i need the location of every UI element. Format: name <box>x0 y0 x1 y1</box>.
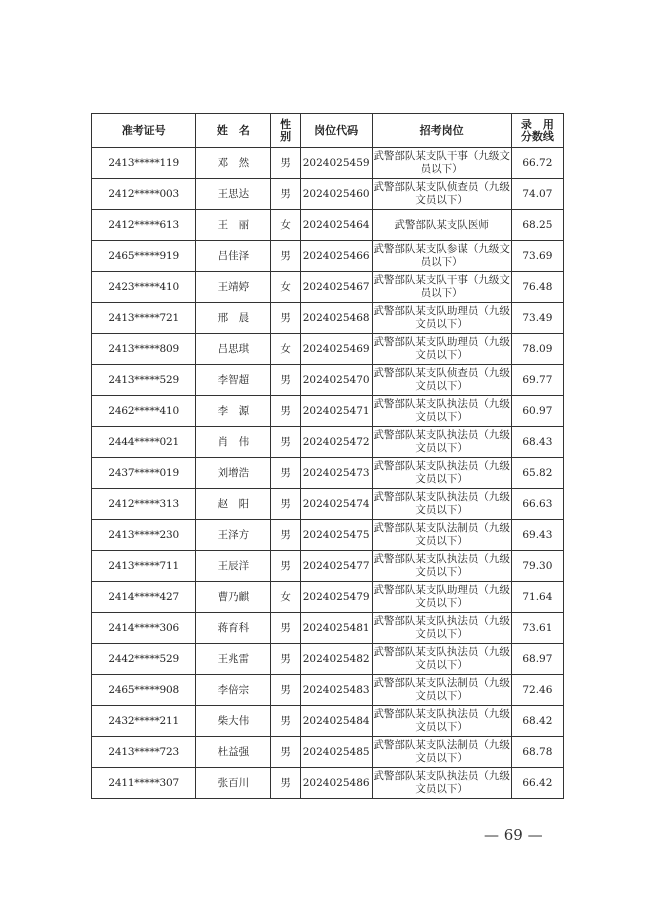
cell-exam-id: 2413*****809 <box>92 334 196 365</box>
cell-post-code: 2024025484 <box>300 706 372 737</box>
cell-post-code: 2024025477 <box>300 551 372 582</box>
cell-score: 79.30 <box>511 551 563 582</box>
cell-score: 73.49 <box>511 303 563 334</box>
cell-gender: 男 <box>271 427 300 458</box>
cell-exam-id: 2412*****003 <box>92 179 196 210</box>
cell-score: 73.61 <box>511 613 563 644</box>
table-row <box>92 148 564 179</box>
cell-exam-id: 2413*****711 <box>92 551 196 582</box>
table-row <box>92 551 564 582</box>
cell-gender: 女 <box>271 272 300 303</box>
cell-gender: 女 <box>271 334 300 365</box>
cell-post: 武警部队某支队助理员（九级文员以下） <box>372 334 511 365</box>
cell-post: 武警部队某支队法制员（九级文员以下） <box>372 520 511 551</box>
cell-post: 武警部队某支队侦查员（九级文员以下） <box>372 179 511 210</box>
cell-score: 69.77 <box>511 365 563 396</box>
cell-post-code: 2024025475 <box>300 520 372 551</box>
table-row <box>92 737 564 768</box>
table-row <box>92 675 564 706</box>
cell-gender: 男 <box>271 675 300 706</box>
cell-score: 69.43 <box>511 520 563 551</box>
cell-gender: 男 <box>271 396 300 427</box>
cell-gender: 男 <box>271 148 300 179</box>
cell-name: 王靖婷 <box>196 272 271 303</box>
table-row <box>92 303 564 334</box>
table-row <box>92 210 564 241</box>
table-row <box>92 768 564 799</box>
cell-gender: 男 <box>271 365 300 396</box>
cell-score: 68.97 <box>511 644 563 675</box>
table-row <box>92 272 564 303</box>
cell-exam-id: 2413*****723 <box>92 737 196 768</box>
cell-post-code: 2024025481 <box>300 613 372 644</box>
table-row <box>92 582 564 613</box>
cell-exam-id: 2465*****919 <box>92 241 196 272</box>
table-row <box>92 334 564 365</box>
cell-post-code: 2024025479 <box>300 582 372 613</box>
cell-exam-id: 2465*****908 <box>92 675 196 706</box>
cell-post: 武警部队某支队执法员（九级文员以下） <box>372 551 511 582</box>
cell-exam-id: 2432*****211 <box>92 706 196 737</box>
cell-post: 武警部队某支队参谋（九级文员以下） <box>372 241 511 272</box>
cell-score: 72.46 <box>511 675 563 706</box>
cell-score: 74.07 <box>511 179 563 210</box>
cell-post-code: 2024025472 <box>300 427 372 458</box>
cell-name: 王泽方 <box>196 520 271 551</box>
cell-post-code: 2024025474 <box>300 489 372 520</box>
cell-score: 65.82 <box>511 458 563 489</box>
cell-post: 武警部队某支队助理员（九级文员以下） <box>372 303 511 334</box>
cell-gender: 男 <box>271 644 300 675</box>
cell-exam-id: 2411*****307 <box>92 768 196 799</box>
cell-gender: 男 <box>271 768 300 799</box>
cell-gender: 男 <box>271 241 300 272</box>
cell-score: 68.25 <box>511 210 563 241</box>
table-body <box>92 148 564 799</box>
cell-name: 李 源 <box>196 396 271 427</box>
cell-post-code: 2024025482 <box>300 644 372 675</box>
cell-post-code: 2024025466 <box>300 241 372 272</box>
cell-exam-id: 2444*****021 <box>92 427 196 458</box>
cell-exam-id: 2442*****529 <box>92 644 196 675</box>
cell-gender: 男 <box>271 551 300 582</box>
cell-post: 武警部队某支队干事（九级文员以下） <box>372 272 511 303</box>
table-row <box>92 520 564 551</box>
table-row <box>92 613 564 644</box>
cell-exam-id: 2423*****410 <box>92 272 196 303</box>
cell-score: 78.09 <box>511 334 563 365</box>
cell-gender: 男 <box>271 458 300 489</box>
cell-score: 73.69 <box>511 241 563 272</box>
cell-score: 60.97 <box>511 396 563 427</box>
cell-gender: 男 <box>271 737 300 768</box>
cell-name: 王 丽 <box>196 210 271 241</box>
cell-post: 武警部队某支队法制员（九级文员以下） <box>372 675 511 706</box>
cell-post-code: 2024025486 <box>300 768 372 799</box>
cell-score: 71.64 <box>511 582 563 613</box>
header-name: 姓 名 <box>196 114 271 148</box>
cell-gender: 男 <box>271 520 300 551</box>
cell-exam-id: 2412*****613 <box>92 210 196 241</box>
cell-post: 武警部队某支队执法员（九级文员以下） <box>372 489 511 520</box>
header-score: 录 用分数线 <box>511 114 563 148</box>
cell-name: 吕思琪 <box>196 334 271 365</box>
cell-exam-id: 2414*****306 <box>92 613 196 644</box>
header-row <box>92 114 564 148</box>
cell-name: 吕佳泽 <box>196 241 271 272</box>
table-row <box>92 706 564 737</box>
cell-exam-id: 2412*****313 <box>92 489 196 520</box>
cell-post: 武警部队某支队助理员（九级文员以下） <box>372 582 511 613</box>
cell-score: 68.42 <box>511 706 563 737</box>
cell-post-code: 2024025460 <box>300 179 372 210</box>
cell-exam-id: 2462*****410 <box>92 396 196 427</box>
cell-name: 李倍宗 <box>196 675 271 706</box>
cell-post-code: 2024025473 <box>300 458 372 489</box>
cell-post-code: 2024025464 <box>300 210 372 241</box>
cell-name: 李智超 <box>196 365 271 396</box>
cell-exam-id: 2437*****019 <box>92 458 196 489</box>
table-row <box>92 458 564 489</box>
cell-post: 武警部队某支队干事（九级文员以下） <box>372 148 511 179</box>
cell-name: 蒋育科 <box>196 613 271 644</box>
cell-post: 武警部队某支队执法员（九级文员以下） <box>372 458 511 489</box>
cell-name: 王兆雷 <box>196 644 271 675</box>
cell-score: 66.72 <box>511 148 563 179</box>
cell-post: 武警部队某支队执法员（九级文员以下） <box>372 396 511 427</box>
cell-gender: 男 <box>271 706 300 737</box>
cell-score: 66.63 <box>511 489 563 520</box>
cell-name: 曹乃麒 <box>196 582 271 613</box>
cell-exam-id: 2413*****529 <box>92 365 196 396</box>
table-row <box>92 241 564 272</box>
cell-gender: 男 <box>271 303 300 334</box>
cell-exam-id: 2413*****119 <box>92 148 196 179</box>
cell-gender: 女 <box>271 210 300 241</box>
cell-exam-id: 2414*****427 <box>92 582 196 613</box>
cell-name: 柴大伟 <box>196 706 271 737</box>
cell-post-code: 2024025471 <box>300 396 372 427</box>
table-row <box>92 396 564 427</box>
cell-post: 武警部队某支队执法员（九级文员以下） <box>372 644 511 675</box>
cell-post-code: 2024025467 <box>300 272 372 303</box>
table-row <box>92 489 564 520</box>
cell-post-code: 2024025468 <box>300 303 372 334</box>
cell-name: 王思达 <box>196 179 271 210</box>
header-post-code: 岗位代码 <box>300 114 372 148</box>
cell-post-code: 2024025485 <box>300 737 372 768</box>
cell-post-code: 2024025469 <box>300 334 372 365</box>
cell-gender: 男 <box>271 489 300 520</box>
cell-name: 杜益强 <box>196 737 271 768</box>
cell-gender: 男 <box>271 613 300 644</box>
table-row <box>92 365 564 396</box>
cell-post: 武警部队某支队执法员（九级文员以下） <box>372 427 511 458</box>
cell-score: 68.78 <box>511 737 563 768</box>
cell-post: 武警部队某支队法制员（九级文员以下） <box>372 737 511 768</box>
cell-post: 武警部队某支队执法员（九级文员以下） <box>372 706 511 737</box>
cell-exam-id: 2413*****230 <box>92 520 196 551</box>
cell-gender: 男 <box>271 179 300 210</box>
cell-score: 68.43 <box>511 427 563 458</box>
header-gender: 性别 <box>271 114 300 148</box>
cell-name: 王辰洋 <box>196 551 271 582</box>
cell-post-code: 2024025483 <box>300 675 372 706</box>
cell-exam-id: 2413*****721 <box>92 303 196 334</box>
cell-name: 邢 晨 <box>196 303 271 334</box>
header-exam-id: 准考证号 <box>92 114 196 148</box>
cell-name: 张百川 <box>196 768 271 799</box>
cell-score: 76.48 <box>511 272 563 303</box>
cell-gender: 女 <box>271 582 300 613</box>
results-table <box>91 113 564 799</box>
cell-name: 刘增浩 <box>196 458 271 489</box>
cell-name: 邓 然 <box>196 148 271 179</box>
cell-name: 赵 阳 <box>196 489 271 520</box>
table-row <box>92 644 564 675</box>
cell-post: 武警部队某支队侦查员（九级文员以下） <box>372 365 511 396</box>
cell-post: 武警部队某支队医师 <box>372 210 511 241</box>
table-header <box>92 114 564 148</box>
cell-post-code: 2024025459 <box>300 148 372 179</box>
cell-post-code: 2024025470 <box>300 365 372 396</box>
table-row <box>92 427 564 458</box>
table-row <box>92 179 564 210</box>
cell-post: 武警部队某支队执法员（九级文员以下） <box>372 768 511 799</box>
page-number: — 69 — <box>484 826 543 844</box>
cell-post: 武警部队某支队执法员（九级文员以下） <box>372 613 511 644</box>
header-post: 招考岗位 <box>372 114 511 148</box>
cell-score: 66.42 <box>511 768 563 799</box>
cell-name: 肖 伟 <box>196 427 271 458</box>
